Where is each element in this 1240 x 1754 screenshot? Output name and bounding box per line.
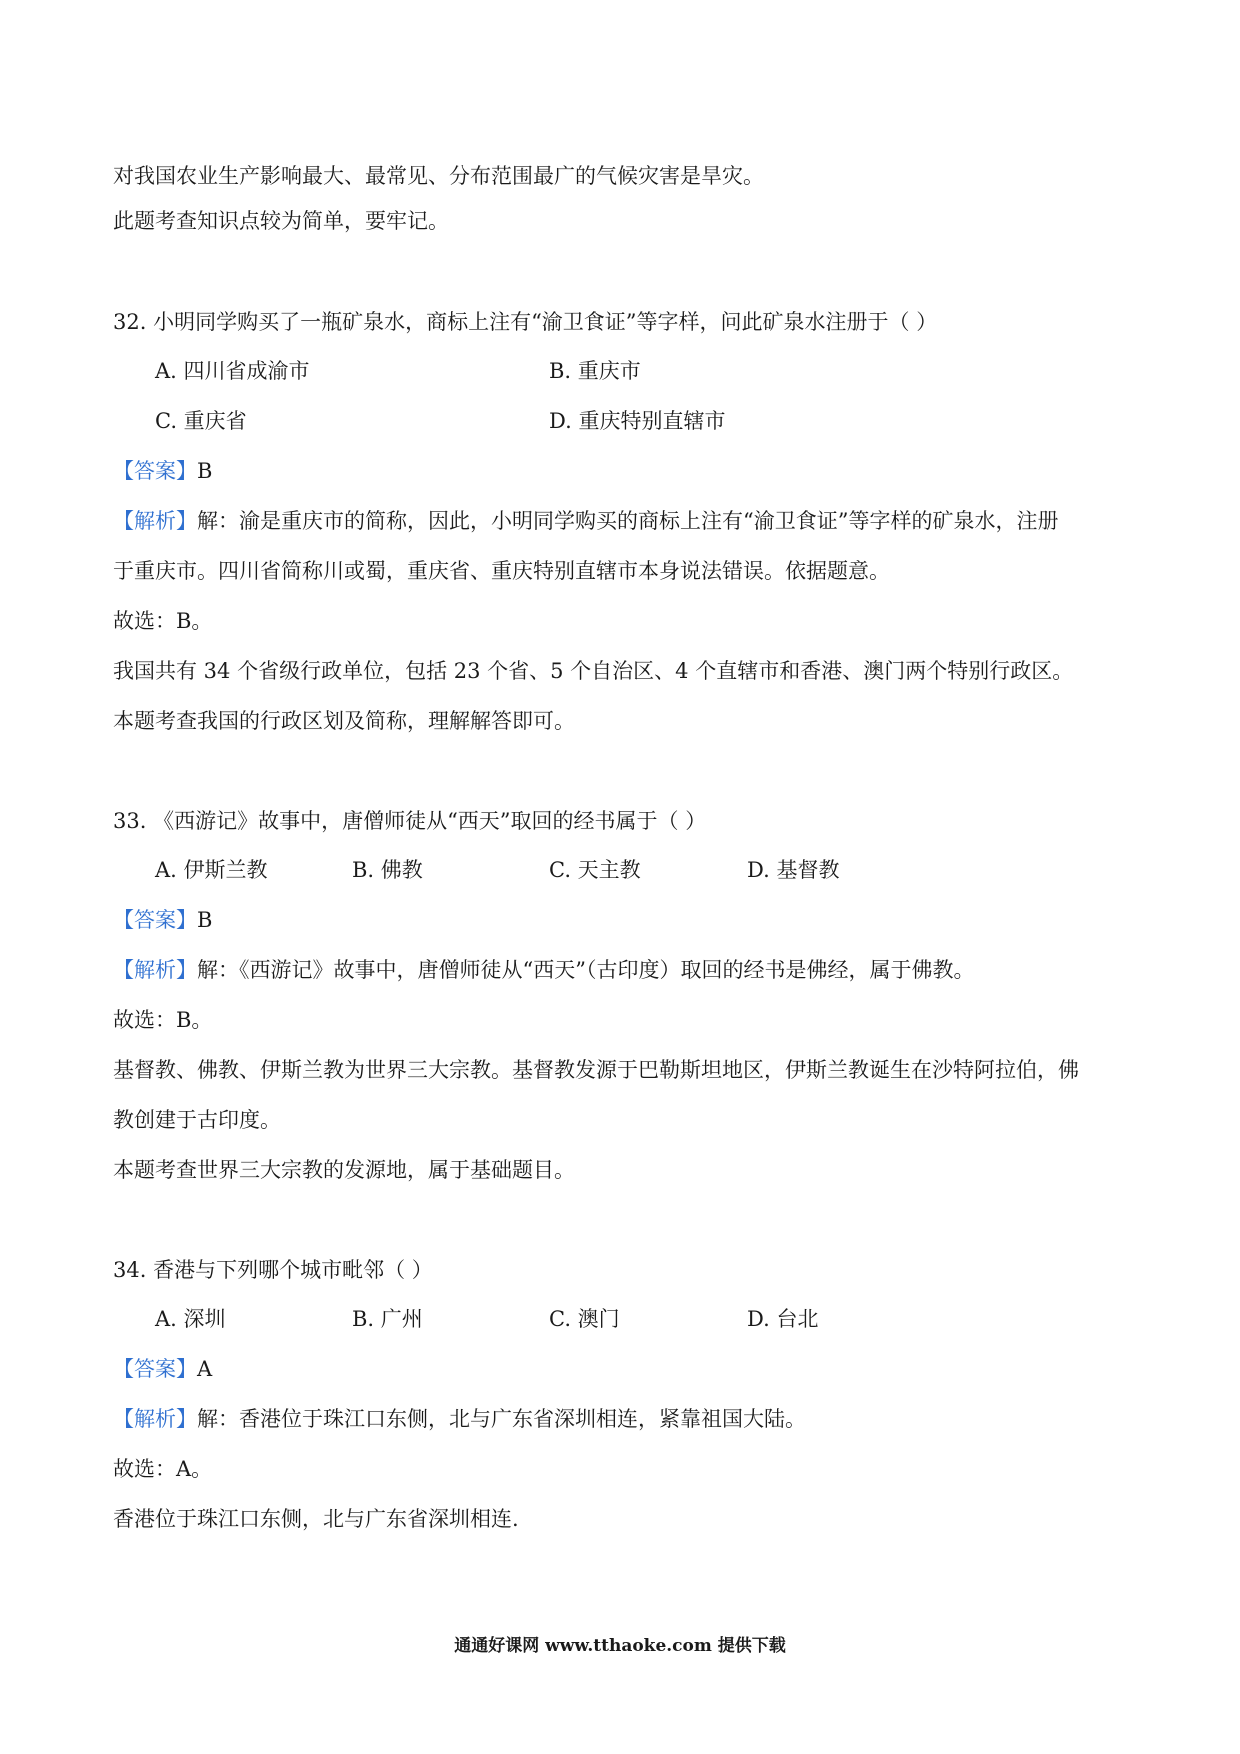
analysis-text: 解：渝是重庆市的简称，因此，小明同学购买的商标上注有“渝卫食证”等字样的矿泉水，注册 — [197, 509, 1059, 533]
q32-option-a: A. 四川省成渝市 — [155, 359, 310, 383]
q32-analysis — [113, 511, 1058, 532]
intro-line-2: 此题考查知识点较为简单，要牢记。 — [113, 209, 449, 233]
answer-label: 【答案】 — [113, 908, 197, 932]
q32-choice: 故选：B。 — [113, 609, 213, 633]
q33-note-3: 本题考查世界三大宗教的发源地，属于基础题目。 — [113, 1158, 575, 1182]
q32-option-d: D. 重庆特别直辖市 — [549, 409, 726, 433]
q32-analysis-cont: 于重庆市。四川省简称川或蜀，重庆省、重庆特别直辖市本身说法错误。依据题意。 — [113, 559, 890, 583]
answer-label: 【答案】 — [113, 1357, 197, 1381]
q33-answer — [113, 910, 212, 931]
q34-stem: 34. 香港与下列哪个城市毗邻（ ） — [113, 1258, 433, 1282]
q32-note-2: 本题考查我国的行政区划及简称，理解解答即可。 — [113, 709, 575, 733]
q34-note-1: 香港位于珠江口东侧，北与广东省深圳相连. — [113, 1507, 519, 1531]
answer-value: B — [197, 908, 213, 932]
analysis-text: 解：香港位于珠江口东侧，北与广东省深圳相连，紧靠祖国大陆。 — [197, 1407, 806, 1431]
q33-stem: 33. 《西游记》故事中，唐僧师徒从“西天”取回的经书属于（ ） — [113, 809, 707, 833]
intro-line-1: 对我国农业生产影响最大、最常见、分布范围最广的气候灾害是旱灾。 — [113, 164, 764, 188]
answer-value: B — [197, 459, 213, 483]
answer-label: 【答案】 — [113, 459, 197, 483]
q34-answer — [113, 1359, 212, 1380]
q34-analysis — [113, 1409, 806, 1430]
q32-stem: 32. 小明同学购买了一瓶矿泉水，商标上注有“渝卫食证”等字样，问此矿泉水注册于（ ） — [113, 310, 938, 334]
q32-answer — [113, 461, 212, 482]
q34-choice: 故选：A。 — [113, 1457, 213, 1481]
q33-choice: 故选：B。 — [113, 1008, 213, 1032]
analysis-text: 解：《西游记》故事中，唐僧师徒从“西天”（古印度）取回的经书是佛经，属于佛教。 — [197, 958, 975, 982]
page-footer: 通通好课网 www.tthaoke.com 提供下载 — [454, 1636, 786, 1656]
q34-option-b: B. 广州 — [352, 1307, 423, 1331]
q33-analysis — [113, 960, 974, 981]
q34-option-c: C. 澳门 — [549, 1307, 620, 1331]
q33-option-c: C. 天主教 — [549, 858, 641, 882]
analysis-label: 【解析】 — [113, 1407, 197, 1431]
analysis-label: 【解析】 — [113, 509, 197, 533]
answer-value: A — [197, 1357, 213, 1381]
q33-option-b: B. 佛教 — [352, 858, 423, 882]
q32-option-c: C. 重庆省 — [155, 409, 247, 433]
q33-note-2: 教创建于古印度。 — [113, 1108, 281, 1132]
q32-option-b: B. 重庆市 — [549, 359, 641, 383]
q33-option-d: D. 基督教 — [747, 858, 840, 882]
q34-option-d: D. 台北 — [747, 1307, 819, 1331]
q33-option-a: A. 伊斯兰教 — [155, 858, 268, 882]
q33-note-1: 基督教、佛教、伊斯兰教为世界三大宗教。基督教发源于巴勒斯坦地区，伊斯兰教诞生在沙特阿拉伯，佛 — [113, 1058, 1079, 1082]
q34-option-a: A. 深圳 — [155, 1307, 226, 1331]
analysis-label: 【解析】 — [113, 958, 197, 982]
q32-note-1: 我国共有 34 个省级行政单位，包括 23 个省、5 个自治区、4 个直辖市和香港、澳门两个特别行政区。 — [113, 659, 1074, 683]
